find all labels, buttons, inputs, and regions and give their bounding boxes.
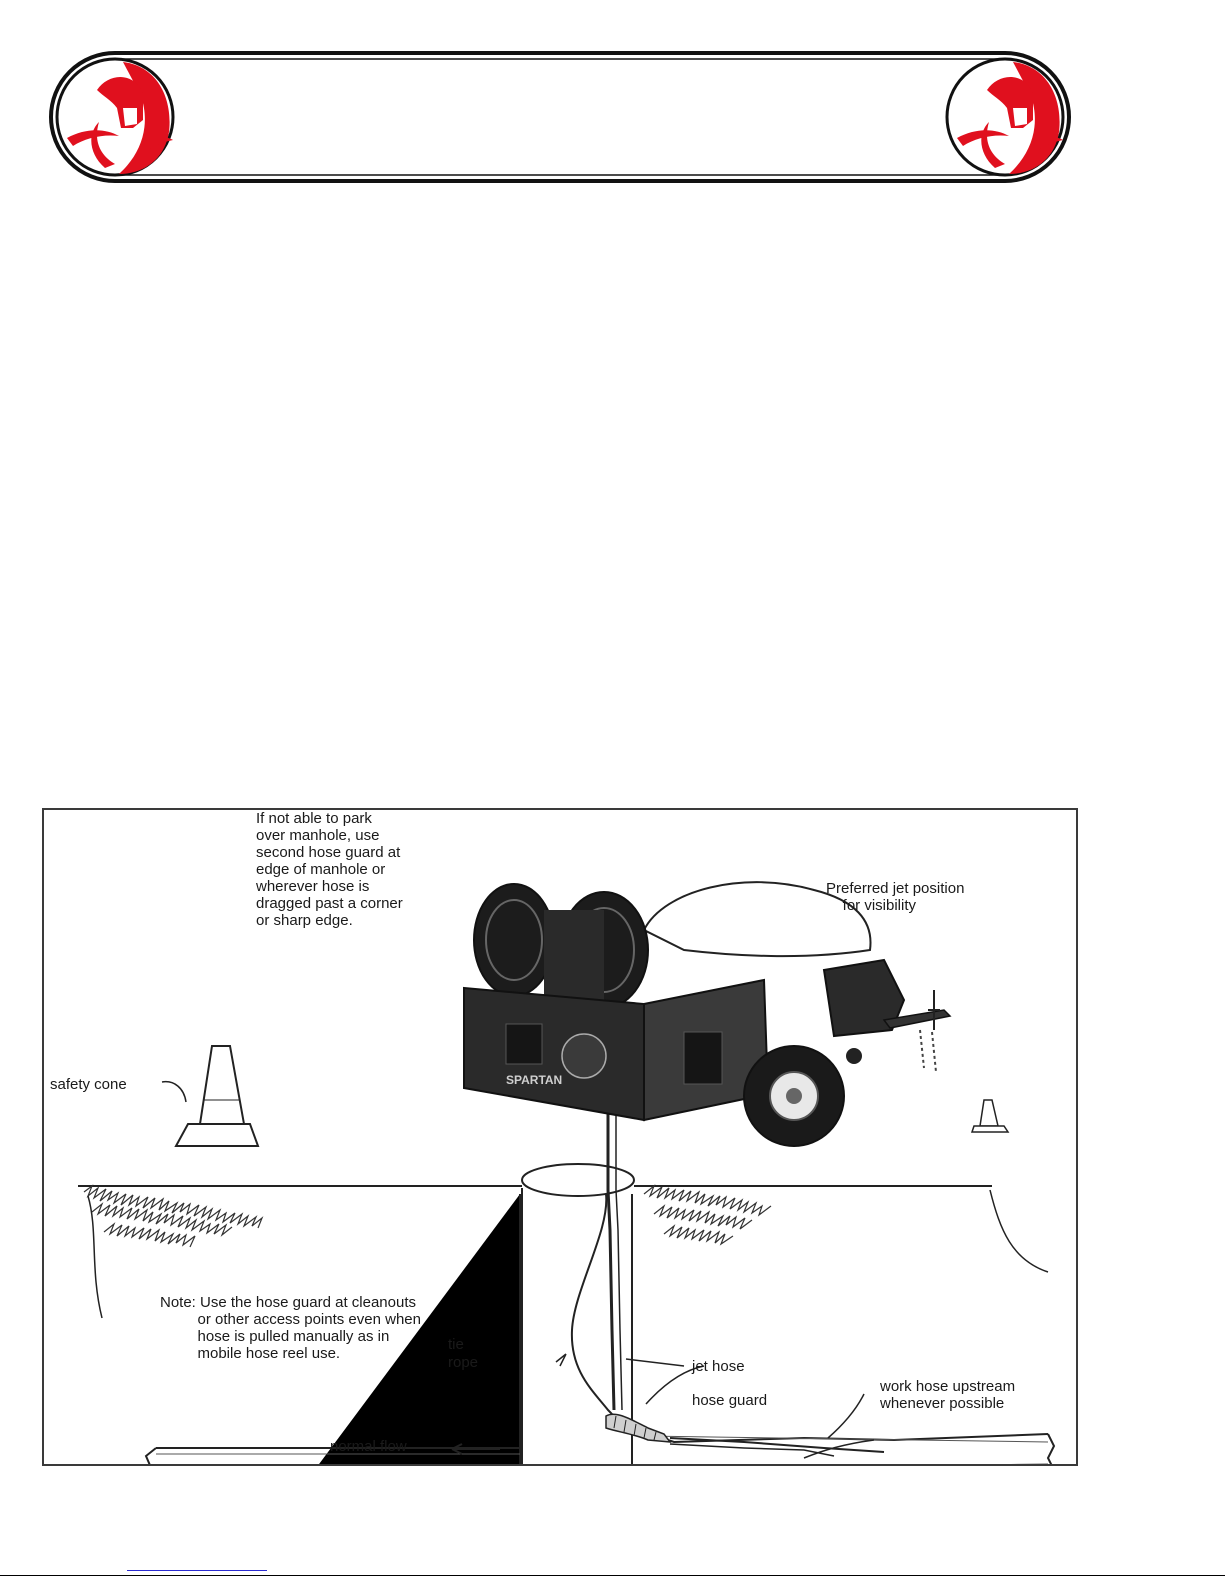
trailer-brand-label: SPARTAN — [506, 1073, 563, 1087]
jetter-trailer-icon — [464, 882, 950, 1146]
flow-arrow-icon — [452, 1444, 500, 1454]
normal-flow-label: normal flow — [330, 1438, 407, 1455]
preferred-position-label: Preferred jet position for visibility — [826, 880, 965, 914]
tie-label: tie — [448, 1336, 464, 1353]
safety-cone-icon — [176, 1046, 258, 1146]
hose-guard-icon — [606, 1414, 670, 1442]
work-hose-label: work hose upstream whenever possible — [880, 1378, 1016, 1412]
footer-link-underline[interactable] — [127, 1570, 267, 1571]
jetter-setup-figure — [42, 808, 1078, 1466]
header-banner — [45, 50, 1075, 185]
small-cone-icon — [972, 1100, 1008, 1132]
park-note-label: If not able to park over manhole, use second hose guard at edge of manhole or wherever hose is dragged past a corner or sharp edge. — [256, 810, 403, 929]
safety-cone-label: safety cone — [50, 1076, 127, 1093]
spartan-logo-icon — [57, 59, 173, 175]
spartan-logo-icon — [947, 59, 1063, 175]
footer-divider — [0, 1575, 1225, 1576]
hose-guard-label: hose guard — [692, 1392, 768, 1409]
hose-guard-note-label: Note: Use the hose guard at cleanouts or other access points even when hose is pulled manually as in mobile hose reel use. — [160, 1294, 421, 1362]
rope-label: rope — [448, 1354, 479, 1371]
jet-hose-label: jet hose — [692, 1358, 745, 1375]
